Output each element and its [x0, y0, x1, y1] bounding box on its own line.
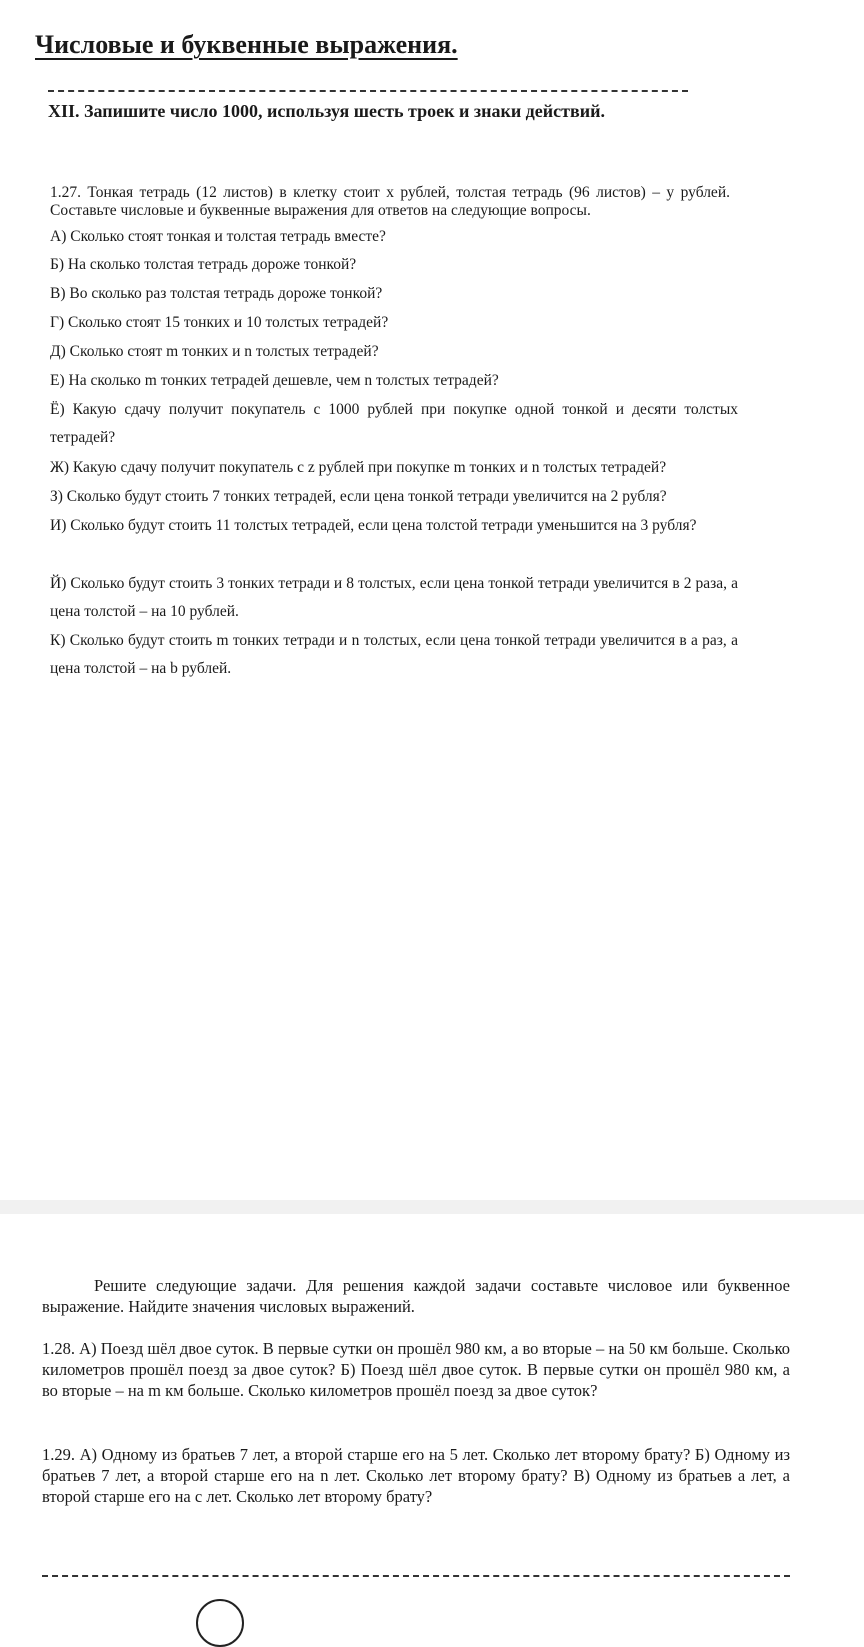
dashed-divider-top	[48, 90, 688, 92]
question-a: А) Сколько стоят тонкая и толстая тетрадь вместе?	[50, 228, 386, 245]
problem-129: 1.29. А) Одному из братьев 7 лет, а второй старше его на 5 лет. Сколько лет второму брату? Б) Одному из братьев 7 лет, а второй старше его на n лет. Сколько лет второму брату? В) Одному из братьев a лет, а второй старше его на c лет. Сколько лет второму брату?	[42, 1445, 790, 1506]
page-title: Числовые и буквенные выражения.	[35, 30, 458, 59]
question-i: И) Сколько будут стоить 11 толстых тетрадей, если цена толстой тетради уменьшится на 3 рубля?	[50, 517, 697, 534]
question-yo: Ё) Какую сдачу получит покупатель с 1000 рублей при покупке одной тонкой и десяти толстых тетрадей?	[50, 401, 738, 446]
question-b: Б) На сколько толстая тетрадь дороже тонкой?	[50, 256, 357, 273]
dashed-divider-bottom	[42, 1575, 790, 1577]
problem-128: 1.28. А) Поезд шёл двое суток. В первые сутки он прошёл 980 км, а во вторые – на 50 км больше. Сколько километров прошёл поезд за двое суток? Б) Поезд шёл двое суток. В первые сутки он прошёл 980 км, а во вторые – на m км больше. Сколько километров прошёл поезд за двое суток?	[42, 1339, 790, 1400]
problem-127-intro: 1.27. Тонкая тетрадь (12 листов) в клетку стоит x рублей, толстая тетрадь (96 листов) – y рублей. Составьте числовые и буквенные выражения для ответов на следующие вопросы.	[50, 184, 730, 219]
question-d: Д) Сколько стоят m тонких и n толстых тетрадей?	[50, 343, 379, 360]
question-g: Г) Сколько стоят 15 тонких и 10 толстых тетрадей?	[50, 314, 389, 331]
page-separator	[0, 1200, 864, 1214]
circle-mark	[196, 1599, 244, 1647]
question-zh: Ж) Какую сдачу получит покупатель с z рублей при покупке m тонких и n толстых тетрадей?	[50, 459, 667, 476]
page2-intro-text: Решите следующие задачи. Для решения каждой задачи составьте числовое или буквенное выражение. Найдите значения числовых выражений.	[42, 1276, 790, 1316]
page2-intro	[42, 1275, 790, 1317]
question-i-kratkoe: Й) Сколько будут стоить 3 тонких тетради и 8 толстых, если цена тонкой тетради увеличится в 2 раза, а цена толстой – на 10 рублей.	[50, 575, 738, 620]
question-v: В) Во сколько раз толстая тетрадь дороже тонкой?	[50, 285, 383, 302]
task-xii: XII. Запишите число 1000, используя шесть троек и знаки действий.	[48, 101, 605, 121]
question-z: З) Сколько будут стоить 7 тонких тетрадей, если цена тонкой тетради увеличится на 2 рубля?	[50, 488, 667, 505]
question-e: Е) На сколько m тонких тетрадей дешевле, чем n толстых тетрадей?	[50, 372, 499, 389]
question-k: К) Сколько будут стоить m тонких тетради и n толстых, если цена тонкой тетради увеличится в a раз, а цена толстой – на b рублей.	[50, 632, 738, 677]
